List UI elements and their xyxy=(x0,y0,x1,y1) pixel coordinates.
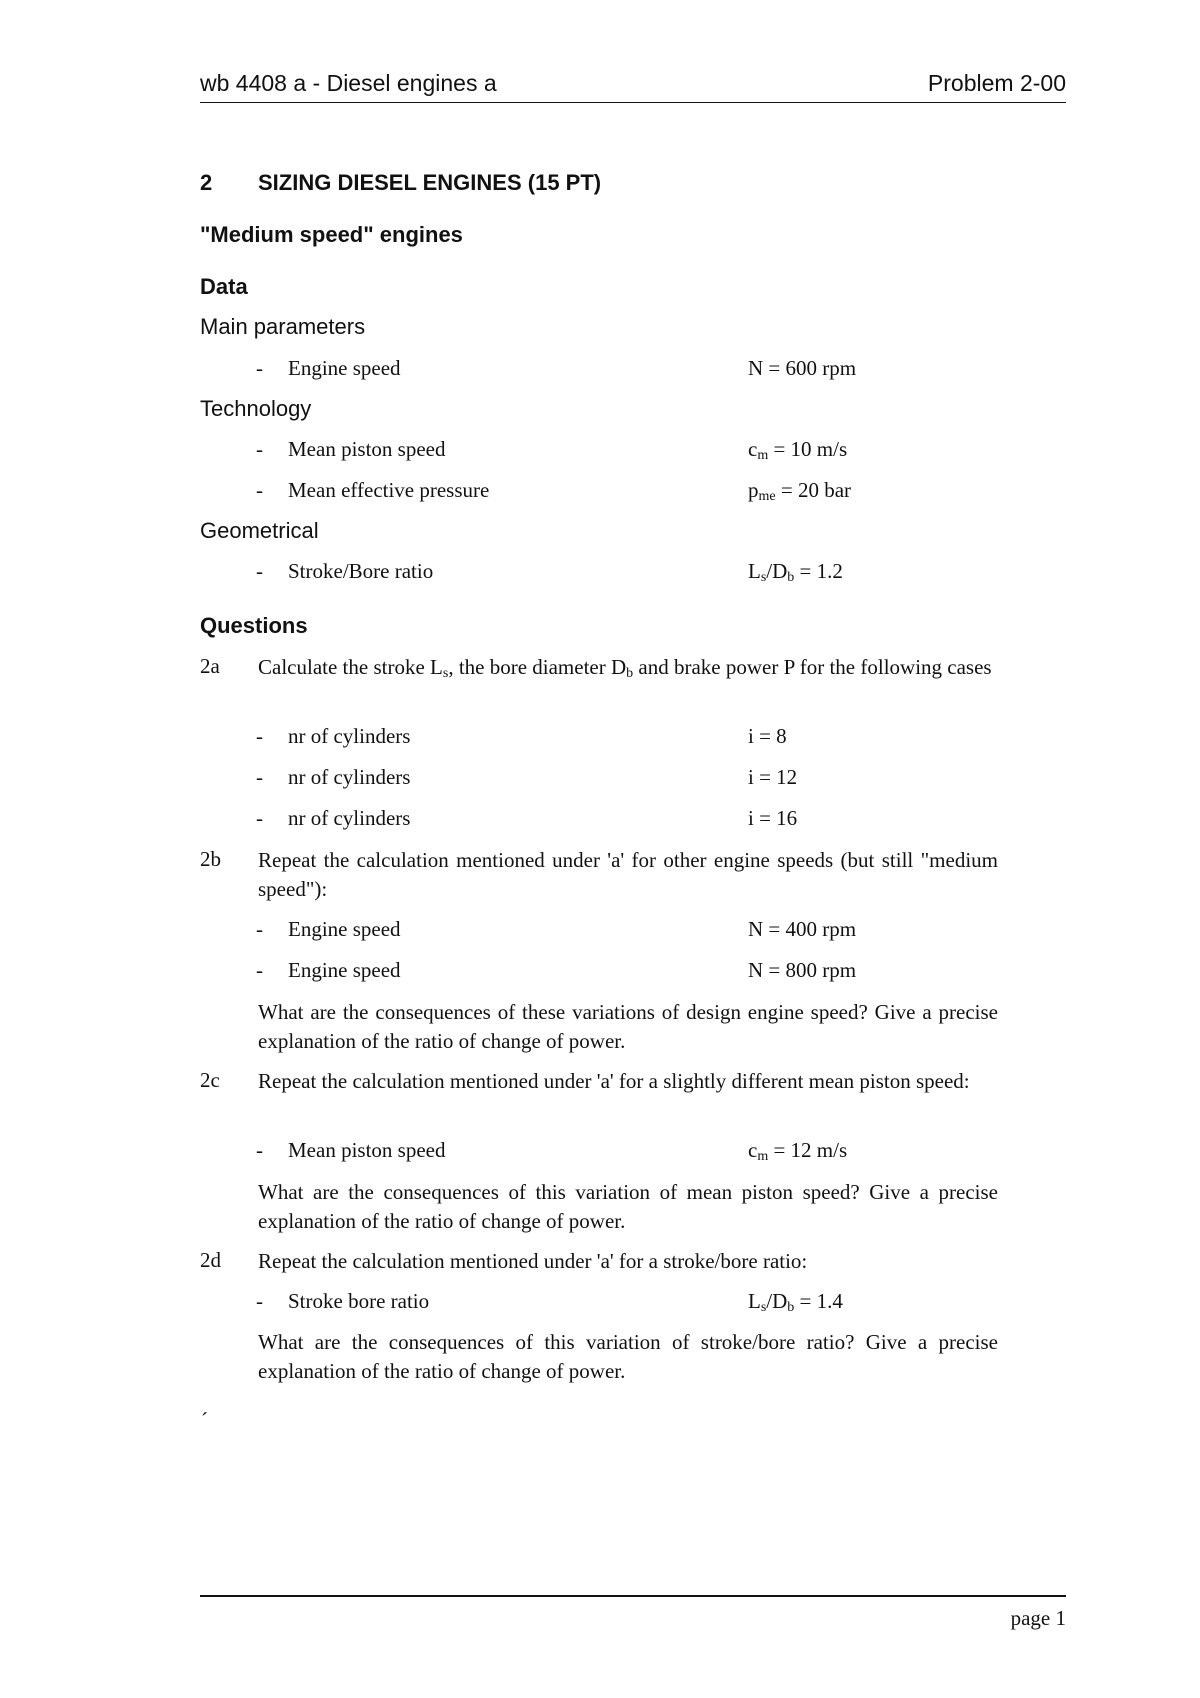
case-value: N = 800 rpm xyxy=(748,958,857,982)
case-value: $c_m = 12$ m/s xyxy=(748,1138,848,1164)
questions-heading: Questions xyxy=(200,613,308,638)
question-number-2d: 2d xyxy=(200,1248,221,1272)
category-technology: Technology xyxy=(200,396,312,421)
case-label: nr of cylinders xyxy=(288,806,411,830)
bullet-dash: - xyxy=(256,1289,263,1313)
data-heading: Data xyxy=(200,274,248,299)
case-label: nr of cylinders xyxy=(288,765,411,789)
category-main-parameters: Main parameters xyxy=(200,314,366,339)
section-title: SIZING DIESEL ENGINES (15 PT) xyxy=(258,170,602,195)
category-geometrical: Geometrical xyxy=(200,518,319,543)
bullet-dash: - xyxy=(256,724,263,748)
question-followup-2b: What are the consequences of these variations of design engine speed? Give a precise explanation of the ratio of change of power. xyxy=(258,1000,998,1053)
bullet-dash: - xyxy=(256,765,263,789)
question-number-2b: 2b xyxy=(200,847,221,871)
case-label: Stroke bore ratio xyxy=(288,1289,430,1313)
case-label: Engine speed xyxy=(288,917,401,941)
question-text-2b: Repeat the calculation mentioned under 'a' for other engine speeds (but still "medium speed"): xyxy=(258,848,998,901)
bullet-dash: - xyxy=(256,1138,263,1162)
question-text-2c: Repeat the calculation mentioned under 'a' for a slightly different mean piston speed: xyxy=(258,1069,970,1093)
question-followup-2c: What are the consequences of this variation of mean piston speed? Give a precise explanation of the ratio of change of power. xyxy=(258,1180,998,1233)
bullet-dash: - xyxy=(256,437,263,461)
param-label: Mean effective pressure xyxy=(288,478,490,502)
bullet-dash: - xyxy=(256,958,263,982)
param-value: $p_{me} = 20$ bar xyxy=(748,478,852,504)
bullet-dash: - xyxy=(256,806,263,830)
page-header xyxy=(200,70,1066,103)
question-text-2d: Repeat the calculation mentioned under 'a' for a stroke/bore ratio: xyxy=(258,1249,808,1273)
question-number-2a: 2a xyxy=(200,654,220,678)
bullet-dash: - xyxy=(256,559,263,583)
section-number: 2 xyxy=(200,170,213,195)
case-value: $L_s/D_b = 1.4$ xyxy=(748,1289,843,1315)
param-value: N = 600 rpm xyxy=(748,356,857,380)
param-label: Stroke/Bore ratio xyxy=(288,559,434,583)
question-followup-2d: What are the consequences of this variation of stroke/bore ratio? Give a precise explanation of the ratio of change of power. xyxy=(258,1330,998,1383)
bullet-dash: - xyxy=(256,917,263,941)
problem-number: Problem 2-00 xyxy=(927,70,1066,96)
case-value: i = 16 xyxy=(748,806,798,830)
stray-mark: ´ xyxy=(201,1408,208,1432)
case-value: N = 400 rpm xyxy=(748,917,857,941)
param-value: $L_s/D_b = 1.2$ xyxy=(748,559,843,585)
question-text-2a: Calculate the stroke $L_s$, the bore diameter $D_b$ and brake power P for the following cases xyxy=(258,655,992,681)
case-label: nr of cylinders xyxy=(288,724,411,748)
case-label: Engine speed xyxy=(288,958,401,982)
bullet-dash: - xyxy=(256,356,263,380)
subtitle: "Medium speed" engines xyxy=(200,222,463,247)
case-value: i = 8 xyxy=(748,724,787,748)
course-title: wb 4408 a - Diesel engines a xyxy=(200,70,497,96)
question-number-2c: 2c xyxy=(200,1068,220,1092)
page-number: page 1 xyxy=(1010,1606,1066,1630)
footer-rule xyxy=(200,1595,1066,1597)
param-label: Mean piston speed xyxy=(288,437,446,461)
bullet-dash: - xyxy=(256,478,263,502)
param-label: Engine speed xyxy=(288,356,401,380)
param-value: $c_m = 10$ m/s xyxy=(748,437,848,463)
case-value: i = 12 xyxy=(748,765,798,789)
case-label: Mean piston speed xyxy=(288,1138,446,1162)
